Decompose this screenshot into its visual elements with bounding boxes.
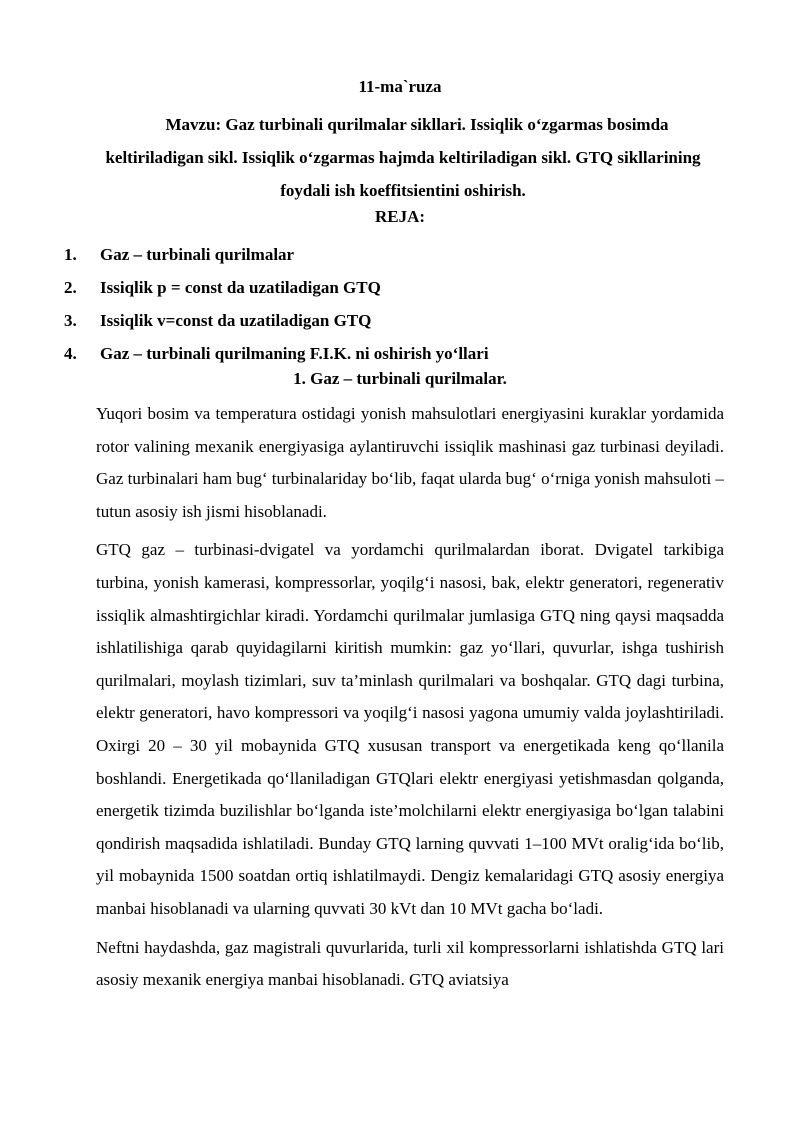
- paragraph: Neftni haydashda, gaz magistrali quvurlarida, turli xil kompressorlarni ishlatishda GTQ lari asosiy mexanik energiya manbai hisoblanadi. GTQ aviatsiya: [96, 937, 724, 990]
- plan-item-text: Issiqlik p = const da uzatiladigan GTQ: [100, 278, 381, 297]
- plan-item-number: 2.: [64, 278, 77, 297]
- paragraph: Yuqori bosim va temperatura ostidagi yonish mahsulotlari energiyasini kuraklar yordamida rotor valining mexanik energiyasiga aylantiruvchi issiqlik mashinasi gaz turbinasi deyiladi. Gaz turbinalari ham bug‘ turbinalariday bo‘lib, faqat ularda bug‘ o‘rniga yonish mahsuloti – tutun asosiy ish jismi hisoblanadi.: [96, 404, 724, 521]
- lecture-number: 11-ma`ruza: [358, 77, 442, 96]
- topic-text: Mavzu: Gaz turbinali qurilmalar sikllari. Issiqlik o‘zgarmas bosimda keltiriladigan sikl. Issiqlik o‘zgarmas hajmda keltiriladigan sikl. GTQ sikllarining foydali ish koeffitsientini oshirish.: [105, 115, 701, 200]
- plan-item: [64, 304, 489, 337]
- plan-list: [64, 238, 489, 370]
- plan-item-text: Issiqlik v=const da uzatiladigan GTQ: [100, 311, 372, 330]
- plan-heading: REJA:: [374, 207, 426, 226]
- plan-item-number: 4.: [64, 344, 77, 363]
- paragraph: GTQ gaz – turbinasi-dvigatel va yordamchi qurilmalardan iborat. Dvigatel tarkibiga turbina, yonish kamerasi, kompressorlar, yoqilg‘i nasosi, bak, elektr generatori, regenerativ issiqlik almashtirgichlar kiradi. Yordamchi qurilmalar jumlasiga GTQ ning qaysi maqsadda ishlatilishiga qarab quyidagilarni kiritish mumkin: gaz yo‘llari, quvurlar, ishga tushirish qurilmalari, moylash tizimlari, suv ta’minlash qurilmalari va boshqalar. GTQ dagi turbina, elektr generatori, havo kompressori va yoqilg‘i nasosi yagona umumiy valda joylashtiriladi. Oxirgi 20 – 30 yil mobaynida GTQ xususan transport va energetikada keng qo‘llanila boshlandi. Energetikada qo‘llaniladigan GTQlari elektr energiyasi yetishmasdan qolganda, energetik tizimda buzilishlar bo‘lganda iste’molchilarni elektr energiyasiga bo‘lgan talabini qondirish maqsadida ishlatiladi. Bunday GTQ larning quvvati 1–100 MVt oralig‘ida bo‘lib, yil mobaynida 1500 soatdan ortiq ishlatilmaydi. Dengiz kemalaridagi GTQ asosiy energiya manbai hisoblanadi va ularning quvvati 30 kVt dan 10 MVt gacha bo‘ladi.: [96, 540, 724, 918]
- plan-item-number: 1.: [64, 245, 77, 264]
- plan-item: [64, 238, 489, 271]
- topic-heading: [96, 108, 710, 207]
- plan-item-text: Gaz – turbinali qurilmaning F.I.K. ni oshirish yo‘llari: [100, 344, 489, 363]
- body-text: [96, 398, 724, 1003]
- section-heading: 1. Gaz – turbinali qurilmalar.: [293, 369, 507, 388]
- plan-item-number: 3.: [64, 311, 77, 330]
- plan-item: [64, 337, 489, 370]
- plan-item-text: Gaz – turbinali qurilmalar: [100, 245, 295, 264]
- plan-item: [64, 271, 489, 304]
